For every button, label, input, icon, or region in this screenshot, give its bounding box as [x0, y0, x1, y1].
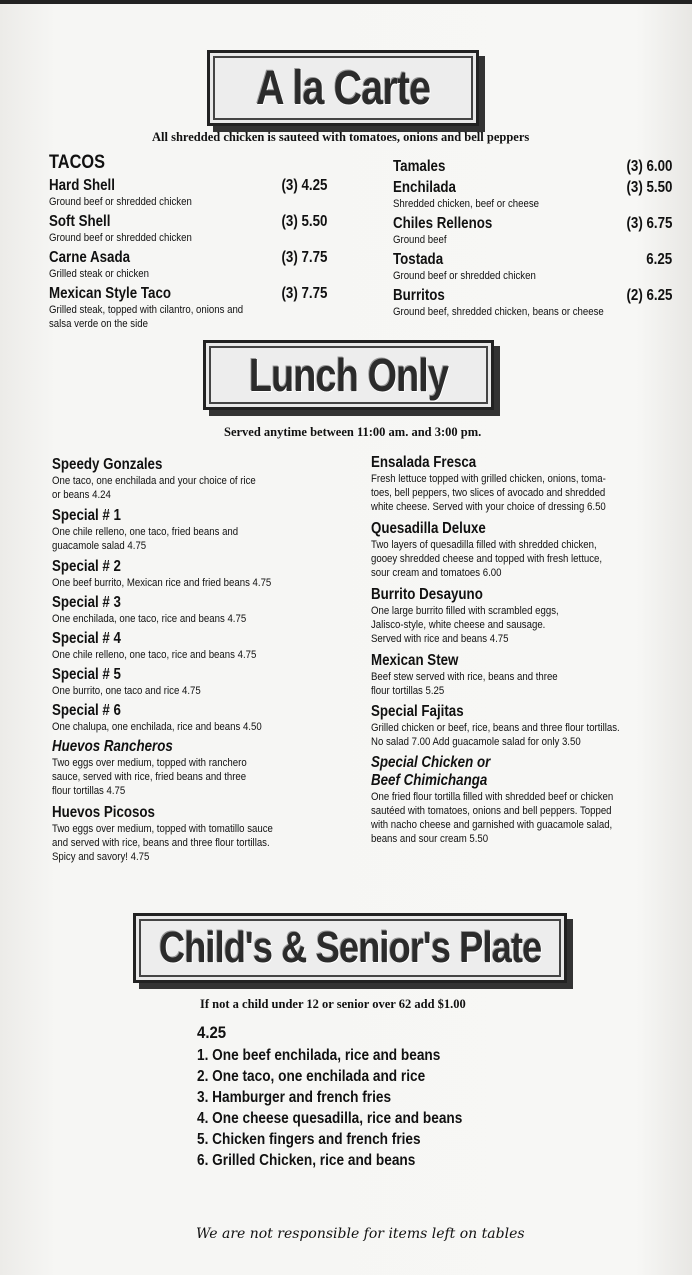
menu-item-description: sour cream and tomatoes 6.00: [371, 567, 502, 579]
menu-item-description: guacamole salad 4.75: [52, 540, 147, 552]
menu-item-description: Ground beef, shredded chicken, beans or cheese: [393, 306, 604, 318]
menu-item-description: Spicy and savory! 4.75: [52, 851, 150, 863]
menu-item-name: Quesadilla Deluxe: [371, 520, 486, 537]
menu-item: [52, 594, 278, 626]
menu-item-description: salsa verde on the side: [49, 318, 148, 330]
menu-item: [52, 738, 278, 798]
menu-item-name: Mexican Stew: [371, 652, 459, 669]
menu-item-name: Special # 3: [52, 594, 121, 611]
menu-item: [393, 179, 563, 211]
menu-item-price: (2) 6.25: [626, 287, 672, 304]
menu-item-name: Special # 4: [52, 630, 121, 647]
menu-item-description: One large burrito filled with scrambled eggs,: [371, 605, 559, 617]
menu-item-name: Special # 5: [52, 666, 121, 683]
tacos-heading: TACOS: [49, 152, 105, 173]
menu-item-price: (3) 4.25: [281, 177, 327, 194]
menu-item-description: beans and sour cream 5.50: [371, 833, 489, 845]
menu-item: [49, 249, 165, 281]
menu-item-description: One burrito, one taco and rice 4.75: [52, 685, 201, 697]
menu-item-description: Shredded chicken, beef or cheese: [393, 198, 540, 210]
childs-plate-item: 3. Hamburger and french fries: [197, 1089, 392, 1106]
menu-item-description: Grilled steak, topped with cilantro, onions and: [49, 304, 244, 316]
menu-item-description: Ground beef or shredded chicken: [393, 270, 536, 282]
menu-item-price: (3) 7.75: [281, 249, 327, 266]
menu-item-description: Two eggs over medium, topped with ranchero: [52, 757, 247, 769]
menu-item: [371, 754, 653, 846]
menu-item-name: Carne Asada: [49, 249, 131, 266]
menu-item-name: Tostada: [393, 251, 444, 268]
menu-item-name: Special # 1: [52, 507, 121, 524]
menu-item-name-line2: Beef Chimichanga: [371, 772, 488, 789]
menu-item-name: Hard Shell: [49, 177, 115, 194]
menu-item-description: flour tortillas 4.75: [52, 785, 126, 797]
menu-item-price: (3) 6.00: [626, 158, 672, 175]
menu-item: [49, 285, 275, 331]
menu-item-price: (3) 5.50: [281, 213, 327, 230]
menu-item: [371, 652, 588, 698]
menu-item-description: One chalupa, one enchilada, rice and beans 4.50: [52, 721, 262, 733]
childs-plate-item: 5. Chicken fingers and french fries: [197, 1131, 421, 1148]
menu-item-name: Huevos Picosos: [52, 804, 155, 821]
childs-plate-banner: [133, 913, 567, 983]
menu-item: [52, 456, 289, 502]
menu-item-name: Soft Shell: [49, 213, 111, 230]
menu-item-name: Ensalada Fresca: [371, 454, 477, 471]
menu-item-name: Chiles Rellenos: [393, 215, 493, 232]
menu-item: [393, 158, 454, 176]
menu-item-description: Ground beef or shredded chicken: [49, 196, 192, 208]
menu-item-name: Tamales: [393, 158, 446, 175]
menu-item-description: Two layers of quesadilla filled with shredded chicken,: [371, 539, 597, 551]
menu-item-name: Mexican Style Taco: [49, 285, 171, 302]
menu-item-name: Special # 2: [52, 558, 121, 575]
menu-item-description: Ground beef: [393, 234, 447, 246]
menu-item-description: Beef stew served with rice, beans and three: [371, 671, 558, 683]
menu-item-name: Special Chicken or: [371, 754, 491, 771]
menu-item: [52, 558, 307, 590]
menu-item: [52, 666, 225, 698]
menu-item-description: Grilled steak or chicken: [49, 268, 150, 280]
menu-item-description: flour tortillas 5.25: [371, 685, 445, 697]
menu-item-description: Served with rice and beans 4.75: [371, 633, 509, 645]
menu-item-description: One fried flour tortilla filled with shredded beef or chicken: [371, 791, 614, 803]
lunch-only-banner: [203, 340, 494, 410]
a-la-carte-banner: [207, 50, 479, 126]
menu-item: [371, 454, 644, 514]
menu-item-description: sautéed with tomatoes, onions and bell peppers. Topped: [371, 805, 612, 817]
menu-item: [49, 177, 215, 209]
lunch-only-title: Lunch Only: [248, 349, 449, 401]
childs-plate-item: 6. Grilled Chicken, rice and beans: [197, 1152, 416, 1169]
childs-plate-price: 4.25: [197, 1023, 227, 1042]
menu-item-name: Special # 6: [52, 702, 121, 719]
menu-item: [371, 703, 660, 749]
menu-item: [371, 520, 640, 580]
menu-item-description: One taco, one enchilada and your choice of rice: [52, 475, 256, 487]
menu-item: [393, 287, 638, 319]
childs-plate-note: If not a child under 12 or senior over 62 add $1.00: [200, 997, 466, 1011]
a-la-carte-note: All shredded chicken is sauteed with tomatoes, onions and bell peppers: [152, 130, 530, 144]
menu-item-description: Ground beef or shredded chicken: [49, 232, 192, 244]
menu-item-price: (3) 6.75: [626, 215, 672, 232]
menu-item-name: Burritos: [393, 287, 445, 304]
menu-item-name: Burrito Desayuno: [371, 586, 483, 603]
menu-item-price: (3) 7.75: [281, 285, 327, 302]
menu-item-description: No salad 7.00 Add guacamole salad for only 3.50: [371, 736, 581, 748]
childs-plate-item: 4. One cheese quesadilla, rice and beans: [197, 1110, 463, 1127]
menu-item-description: gooey shredded cheese and topped with fresh lettuce,: [371, 553, 603, 565]
menu-item: [52, 630, 290, 662]
menu-item: [52, 804, 309, 864]
menu-item-description: One chile relleno, one taco, rice and beans 4.75: [52, 649, 257, 661]
menu-item: [52, 507, 268, 553]
menu-item-description: and served with rice, beans and three flour tortillas.: [52, 837, 270, 849]
menu-item-name: Speedy Gonzales: [52, 456, 163, 473]
menu-item-description: Jalisco-style, white cheese and sausage.: [371, 619, 546, 631]
menu-item: [52, 702, 296, 734]
childs-plate-item: 1. One beef enchilada, rice and beans: [197, 1047, 441, 1064]
menu-item-description: sauce, served with rice, fried beans and three: [52, 771, 247, 783]
menu-item-description: toes, bell peppers, two slices of avocado and shredded: [371, 487, 606, 499]
menu-item-description: One beef burrito, Mexican rice and fried beans 4.75: [52, 577, 272, 589]
menu-item-description: Grilled chicken or beef, rice, beans and three flour tortillas.: [371, 722, 620, 734]
top-edge: [0, 0, 692, 4]
menu-item-price: 6.25: [646, 251, 672, 268]
menu-item-price: (3) 5.50: [626, 179, 672, 196]
menu-item-description: white cheese. Served with your choice of dressing 6.50: [371, 501, 606, 513]
menu-item-name: Huevos Rancheros: [52, 738, 173, 755]
menu-item-description: One enchilada, one taco, rice and beans 4.75: [52, 613, 247, 625]
lunch-only-note: Served anytime between 11:00 am. and 3:00 pm.: [224, 425, 482, 439]
menu-item: [393, 215, 508, 247]
menu-item: [49, 213, 215, 245]
menu-item-description: Fresh lettuce topped with grilled chicken, onions, toma-: [371, 473, 606, 485]
menu-item-name: Enchilada: [393, 179, 456, 196]
menu-item: [393, 251, 559, 283]
menu-item-name: Special Fajitas: [371, 703, 464, 720]
menu-item-description: with nacho cheese and garnished with guacamole salad,: [371, 819, 613, 831]
childs-plate-item: 2. One taco, one enchilada and rice: [197, 1068, 426, 1085]
a-la-carte-title: A la Carte: [255, 61, 431, 115]
footer-disclaimer: We are not responsible for items left on tables: [196, 1226, 525, 1242]
menu-item-description: or beans 4.24: [52, 489, 111, 501]
menu-item-description: Two eggs over medium, topped with tomatillo sauce: [52, 823, 273, 835]
menu-item-description: One chile relleno, one taco, fried beans and: [52, 526, 239, 538]
menu-item: [371, 586, 589, 646]
childs-plate-title: Child's & Senior's Plate: [158, 923, 542, 972]
